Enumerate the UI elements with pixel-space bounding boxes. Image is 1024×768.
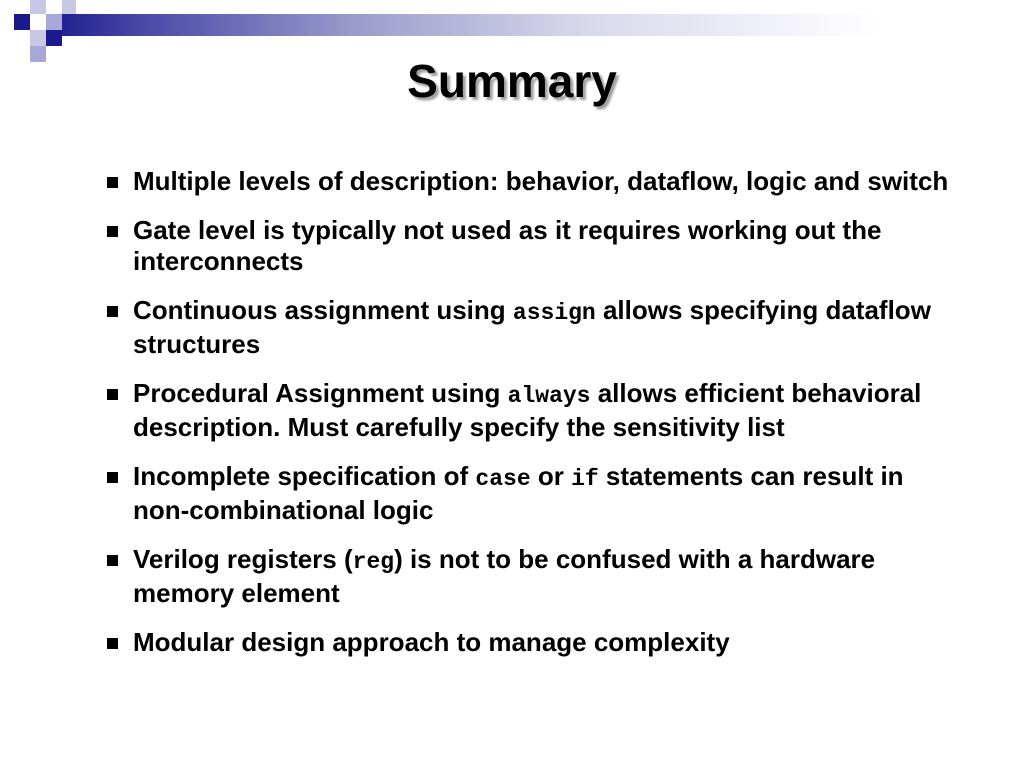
code-keyword: case	[475, 466, 531, 492]
bullet-text: Multiple levels of description: behavior, dataflow, logic and switch	[133, 166, 949, 196]
square-bullet-icon	[107, 306, 118, 317]
code-keyword: reg	[352, 549, 395, 575]
bullet-text: Modular design approach to manage complexity	[133, 627, 730, 657]
bullet-item	[104, 544, 964, 609]
code-keyword: assign	[512, 300, 596, 326]
deco-square-dark	[14, 14, 30, 30]
slide-title: Summary	[407, 55, 617, 107]
bullet-item	[104, 166, 964, 197]
bullet-item	[104, 461, 964, 526]
bullet-item	[104, 627, 964, 658]
bullet-text: allows specifying dataflow structures	[133, 295, 931, 359]
bullet-list	[104, 166, 964, 676]
header-gradient-band	[46, 14, 1024, 36]
corner-decoration	[0, 0, 80, 62]
bullet-item	[104, 215, 964, 277]
square-bullet-icon	[107, 226, 118, 237]
deco-square-dark	[46, 30, 62, 46]
deco-square-light	[46, 14, 62, 30]
square-bullet-icon	[107, 389, 118, 400]
code-keyword: if	[571, 466, 599, 492]
bullet-item	[104, 295, 964, 360]
square-bullet-icon	[107, 638, 118, 649]
square-bullet-icon	[107, 472, 118, 483]
bullet-text: Incomplete specification of	[133, 461, 476, 491]
bullet-text: Verilog registers (	[133, 544, 353, 574]
bullet-text: Gate level is typically not used as it requires working out the interconnects	[133, 215, 882, 276]
bullet-text: allows efficient behavioral description. Must carefully specify the sensitivity list	[133, 378, 922, 442]
code-keyword: always	[507, 383, 591, 409]
deco-square-light	[30, 30, 46, 46]
bullet-item	[104, 378, 964, 443]
bullet-text: Procedural Assignment using	[133, 378, 508, 408]
deco-square-light	[30, 0, 46, 14]
bullet-text: or	[530, 461, 572, 491]
bullet-text: statements can result in non-combinational logic	[133, 461, 904, 525]
deco-square-light	[62, 0, 76, 14]
square-bullet-icon	[107, 177, 118, 188]
bullet-text: ) is not to be confused with a hardware memory element	[133, 544, 876, 608]
square-bullet-icon	[107, 555, 118, 566]
bullet-text: Continuous assignment using	[133, 295, 513, 325]
